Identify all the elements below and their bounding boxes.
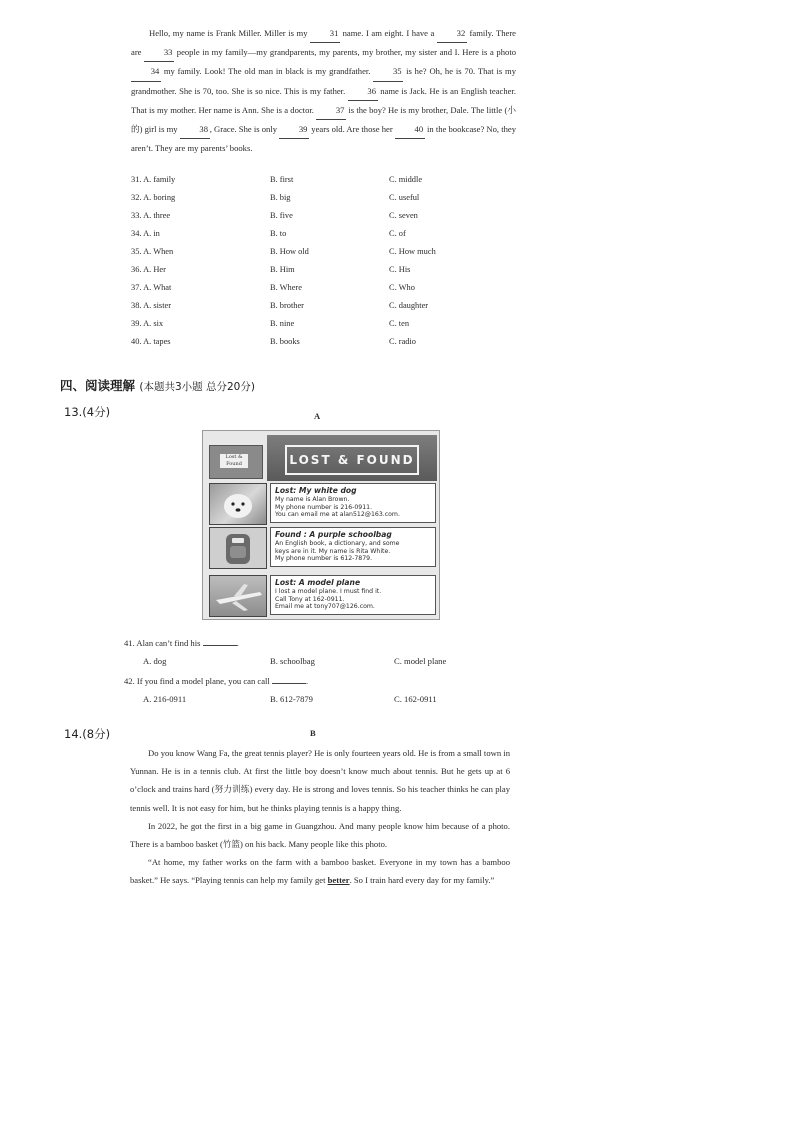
question-41: 41. Alan can’t find his . (124, 638, 239, 648)
card-line: Call Tony at 162-0911. (275, 595, 345, 603)
card-line: keys are in it. My name is Rita White. (275, 547, 391, 555)
white-dog-photo (209, 483, 267, 525)
part-b-label: B (310, 728, 316, 738)
option-row-31 (131, 170, 521, 188)
option-b[interactable]: B. Him (270, 265, 295, 275)
option-row-37 (131, 279, 521, 297)
card-line: My phone number is 216-0911. (275, 503, 373, 511)
blank-38: 38 (180, 120, 210, 139)
option-row-36 (131, 260, 521, 278)
option-row-40 (131, 333, 521, 351)
option-b[interactable]: B. big (270, 192, 291, 202)
blank-31: 31 (310, 24, 340, 43)
option-a[interactable]: 35. A. When (131, 246, 174, 256)
option-a[interactable]: 37. A. What (131, 283, 172, 293)
option-a[interactable]: A. 216-0911 (143, 694, 187, 704)
option-c[interactable]: C. radio (389, 337, 416, 347)
cloze-passage (131, 24, 516, 157)
blank-39: 39 (279, 120, 309, 139)
option-a[interactable]: 38. A. sister (131, 301, 172, 311)
card-line: My name is Alan Brown. (275, 496, 350, 503)
paragraph: “At home, my father works on the farm with a bamboo basket. Everyone in my town has a bamboo basket.” He says. “Playing tennis can help my family get better. So I train hard every day for my family.” (130, 857, 510, 886)
option-c[interactable]: C. 162-0911 (394, 694, 437, 704)
cloze-text: years old. Are those her (309, 124, 395, 135)
model-plane-photo (209, 575, 267, 617)
option-b[interactable]: B. Where (270, 283, 302, 293)
question-41-options (143, 656, 473, 666)
cloze-text: my family. Look! The old man in black is my grandfather. (161, 66, 374, 77)
option-b[interactable]: B. How old (270, 246, 309, 256)
option-a[interactable]: 36. A. Her (131, 265, 166, 275)
blank-40: 40 (395, 120, 425, 139)
paragraph: Do you know Wang Fa, the great tennis player? He is only fourteen years old. He is from a small town in Yunnan. He is in a tennis club. At first the little boy doesn’t know much about tennis. But he gets up at 6 o’clock and trains hard (努力训练) every day. He is strong and loves tennis. So his teacher thinks he can play tennis well. It is not easy for him, but he thinks playing tennis is a happy thing. (130, 748, 510, 813)
cloze-text: , Grace. She is only (209, 124, 280, 135)
section-title: 四、阅读理解 (60, 378, 136, 393)
option-c[interactable]: C. model plane (394, 656, 447, 666)
card-line: Email me at tony707@126.com. (275, 603, 375, 611)
card-line: You can email me at alan512@163.com. (275, 511, 400, 519)
option-a[interactable]: 40. A. tapes (131, 337, 171, 347)
question-13-label: 13.(4分) (64, 405, 111, 419)
schoolbag-photo (209, 527, 267, 569)
option-c[interactable]: C. middle (389, 174, 423, 184)
card-line: I lost a model plane. I must find it. (275, 588, 382, 595)
lost-found-box-icon: Lost & Found (209, 445, 263, 479)
option-row-34 (131, 224, 521, 242)
answer-blank[interactable] (203, 645, 237, 646)
section-heading (60, 376, 255, 394)
option-c[interactable]: C. How much (389, 246, 436, 256)
lost-dog-card (270, 483, 436, 523)
card-title: Lost: A model plane (275, 578, 361, 587)
card-line: An English book, a dictionary, and some (275, 540, 400, 547)
cloze-text: is he? Oh, he is 70. That is my grandmother. She is 70, too. She is so nice. This is my father. (131, 66, 516, 96)
option-c[interactable]: C. seven (389, 210, 418, 220)
option-b[interactable]: B. books (270, 337, 300, 347)
notice-banner (267, 435, 437, 481)
option-row-38 (131, 297, 521, 315)
option-row-39 (131, 315, 521, 333)
banner-title: LOST & FOUND (285, 445, 419, 475)
cloze-text: family. There are (131, 28, 516, 58)
card-title: Found : A purple schoolbag (275, 530, 392, 539)
cloze-text: is the boy? He is my brother, Dale. The little (小的) girl is my (131, 104, 516, 135)
cloze-text: Hello, my name is Frank Miller. Miller is my (149, 28, 311, 38)
option-c[interactable]: C. daughter (389, 301, 429, 311)
option-a[interactable]: 34. A. in (131, 228, 160, 238)
question-42: 42. If you find a model plane, you can call . (124, 676, 309, 686)
option-a[interactable]: A. dog (143, 656, 167, 666)
blank-35: 35 (373, 62, 403, 81)
option-c[interactable]: C. Who (389, 283, 415, 293)
option-a[interactable]: 33. A. three (131, 210, 171, 220)
option-a[interactable]: 31. A. family (131, 174, 176, 184)
question-14-label: 14.(8分) (64, 727, 111, 741)
option-row-33 (131, 206, 521, 224)
cloze-text: name. I am eight. I have a (340, 28, 437, 38)
blank-34: 34 (131, 62, 161, 81)
option-row-35 (131, 242, 521, 260)
option-b[interactable]: B. brother (270, 301, 304, 311)
found-schoolbag-card (270, 527, 436, 567)
option-b[interactable]: B. nine (270, 319, 295, 329)
lost-plane-card (270, 575, 436, 615)
option-b[interactable]: B. to (270, 228, 287, 238)
option-c[interactable]: C. ten (389, 319, 410, 329)
card-title: Lost: My white dog (275, 486, 357, 495)
option-b[interactable]: B. five (270, 210, 293, 220)
underlined-word: better (327, 875, 350, 886)
reading-passage-b (130, 744, 510, 890)
paragraph: In 2022, he got the first in a big game in Guangzhou. And many people know him because of a photo. There is a bamboo basket (竹篮) on his back. Many people like this photo. (130, 820, 510, 850)
option-a[interactable]: 39. A. six (131, 319, 164, 329)
option-b[interactable]: B. first (270, 174, 294, 184)
option-c[interactable]: C. of (389, 228, 406, 238)
part-a-label: A (314, 411, 321, 421)
option-b[interactable]: B. schoolbag (270, 656, 315, 666)
option-c[interactable]: C. His (389, 265, 411, 275)
option-a[interactable]: 32. A. boring (131, 192, 176, 202)
answer-blank[interactable] (272, 683, 306, 684)
section-note: (本题共3小题 总分20分) (139, 381, 255, 393)
option-b[interactable]: B. 612-7879 (270, 694, 313, 704)
cloze-text: name is Jack. He is an English teacher. That is my mother. Her name is Ann. She is a doctor. (131, 85, 516, 115)
card-line: My phone number is 612-7879. (275, 555, 373, 563)
cloze-text: people in my family—my grandparents, my parents, my brother, my sister and I. Here is a photo (174, 47, 517, 58)
blank-32: 32 (437, 24, 467, 43)
cloze-text: in the bookcase? No, they aren’t. They are my parents’ books. (131, 124, 517, 154)
lost-and-found-notice (202, 430, 440, 620)
blank-36: 36 (348, 82, 378, 101)
option-row-32 (131, 188, 521, 206)
question-42-options (143, 694, 473, 704)
blank-33: 33 (144, 43, 174, 62)
blank-37: 37 (316, 101, 346, 120)
option-c[interactable]: C. useful (389, 192, 420, 202)
cloze-options (131, 170, 521, 351)
